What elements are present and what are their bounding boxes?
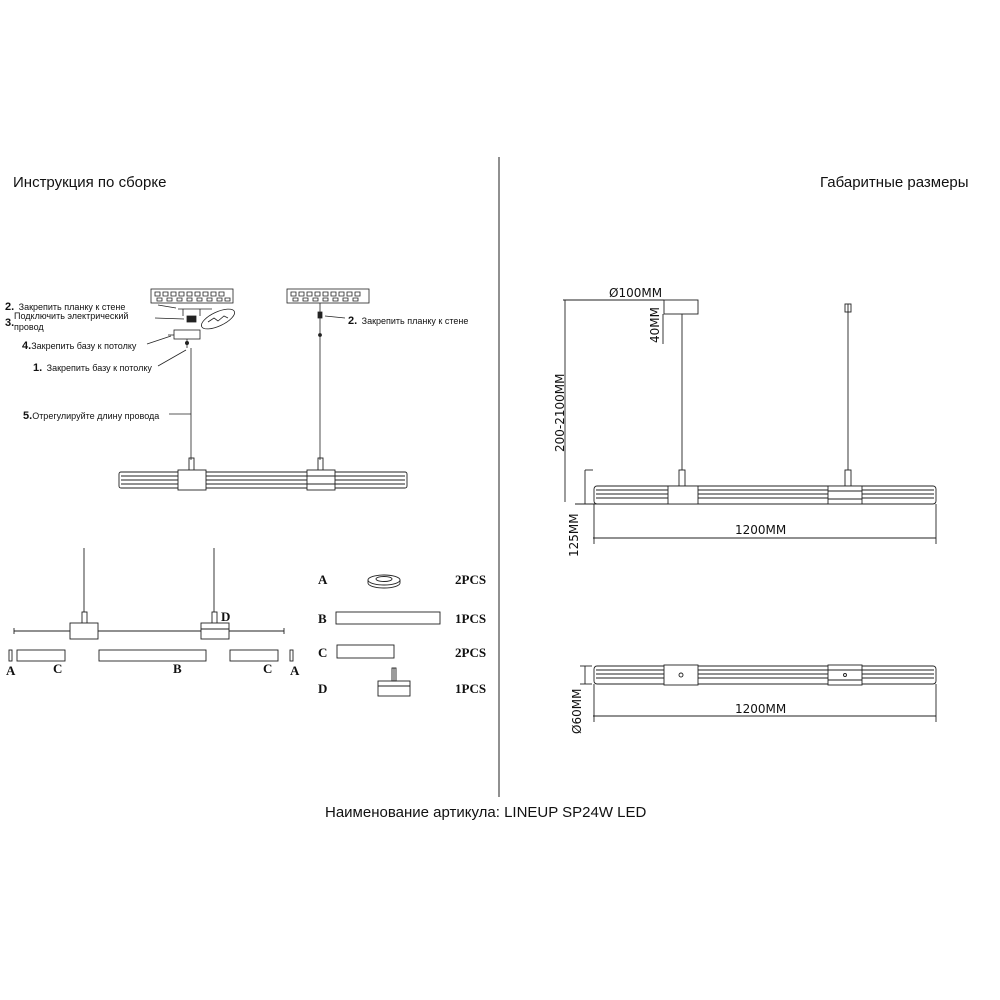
dim-cable-length: 200-2100MM [553,373,567,452]
dim-length-bottom: 1200MM [735,702,787,716]
step-number: 5. [23,410,33,422]
label-a-right: A [290,663,300,678]
left-title: Инструкция по сборке [13,174,167,191]
lamp-assembled [119,458,407,490]
step-3-text-line2: провод [14,322,44,332]
part-b-qty: 1PCS [455,611,487,626]
step-4-label [22,336,136,354]
part-d-letter: D [318,681,328,696]
dim-diameter: Ø60MM [570,688,584,734]
part-d-qty: 1PCS [455,681,487,696]
footer-article-name: Наименование артикула: LINEUP SP24W LED [325,804,647,821]
step-number: 2. [5,301,15,313]
step-text: Закрепить планку к стене [361,316,469,326]
step-text: Отрегулируйте длину провода [32,411,160,421]
ceiling-block-right [287,289,369,303]
step-5-label [23,406,159,424]
part-c-qty: 2PCS [455,645,487,660]
dim-length-top: 1200MM [735,523,787,537]
label-c-right: C [263,661,273,676]
step-3-text-line1: Подключить электрический [14,311,129,321]
label-b: B [173,661,182,676]
part-a-letter: A [318,572,328,587]
part-c-letter: C [318,645,328,660]
label-a-left: A [6,663,16,678]
step-text: Закрепить планку к стене [18,302,126,312]
right-title: Габаритные размеры [820,174,969,191]
left-mount-assembly [147,305,237,366]
step-text: Закрепить базу к потолку [46,363,152,373]
dim-height: 125MM [567,513,581,557]
label-c-left: C [53,661,63,676]
step-number: 1. [33,362,43,374]
right-mount-assembly [318,303,345,340]
label-d: D [221,609,231,624]
step-number: 4. [22,340,32,352]
dim-canopy-diameter: Ø100MM [609,286,663,300]
step-text: Закрепить базу к потолку [31,341,137,351]
ceiling-block-left [151,289,233,303]
step-3-number: 3. [5,317,15,329]
step-2b-label [348,311,468,329]
parts-icons [336,575,440,696]
exploded-view [9,548,293,661]
step-number: 2. [348,315,358,327]
part-a-qty: 2PCS [455,572,487,587]
dim-canopy-height: 40MM [648,307,662,343]
part-b-letter: B [318,611,327,626]
dimension-drawing-side [563,300,936,544]
step-1-label [33,358,152,376]
